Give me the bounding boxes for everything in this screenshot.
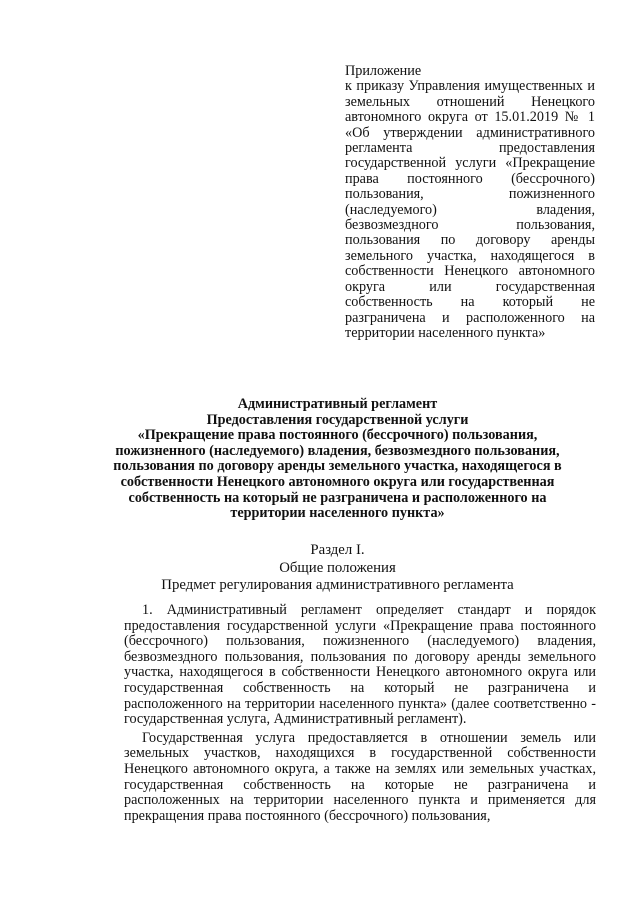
section-number: Раздел I. [310,542,365,558]
title-line: собственность на который не разграничена и расположенного на [128,489,547,506]
title-line: Предоставления государственной услуги [206,411,469,428]
paragraph: 1. Административный регламент определяет стандарт и порядок предоставления государственной услуги «Прекращение права постоянного (бессрочного) пользования, пожизненного (наследуемого) владения, безвозмездного пользования, пользования по договору аренды земельного участка, находящегося в собственности Ненецкого автономного округа или государственная собственность на который не разграничена и расположенного на территории населенного пункта» (далее соответственно - государственная услуга, Административный регламент). [124,602,596,728]
title-line: «Прекращение права постоянного (бессрочного) пользования, [137,427,538,444]
title-line: пользования по договору аренды земельного участка, находящегося в [113,458,562,475]
appendix-text: к приказу Управления имущественных и земельных отношений Ненецкого автономного округа от 15.01.2019 № 1 «Об утверждении административного регламента предоставления государственной услуги «Прекращение права постоянного (бессрочного) пользования, пожизненного (наследуемого) владения, безвозмездного пользования, пользования по договору аренды земельного участка, находящегося в собственности Ненецкого автономного округа или государственная собственность на который не разграничена и расположенного на территории населенного пункта» [345,78,595,341]
document-title [110,397,565,522]
title-line: пожизненного (наследуемого) владения, безвозмездного пользования, [115,442,560,459]
title-line: территории населенного пункта» [230,505,445,522]
section-name: Общие положения [279,559,396,576]
section-heading [110,542,565,595]
paragraph: Государственная услуга предоставляется в отношении земель или земельных участков, находящихся в государственной собственности Ненецкого автономного округа, а также на землях или земельных участках, государственная собственность на которые не разграничена и расположенных на территории населенного пункта и применяется для прекращения права постоянного (бессрочного) пользования, [124,729,596,824]
appendix-heading: Приложение [345,63,422,79]
document-body [124,603,596,827]
appendix-block [345,64,595,341]
section-subject: Предмет регулирования административного регламента [161,577,514,593]
title-line: Административный регламент [237,396,438,412]
title-line: собственности Ненецкого автономного округа или государственная [120,473,555,490]
